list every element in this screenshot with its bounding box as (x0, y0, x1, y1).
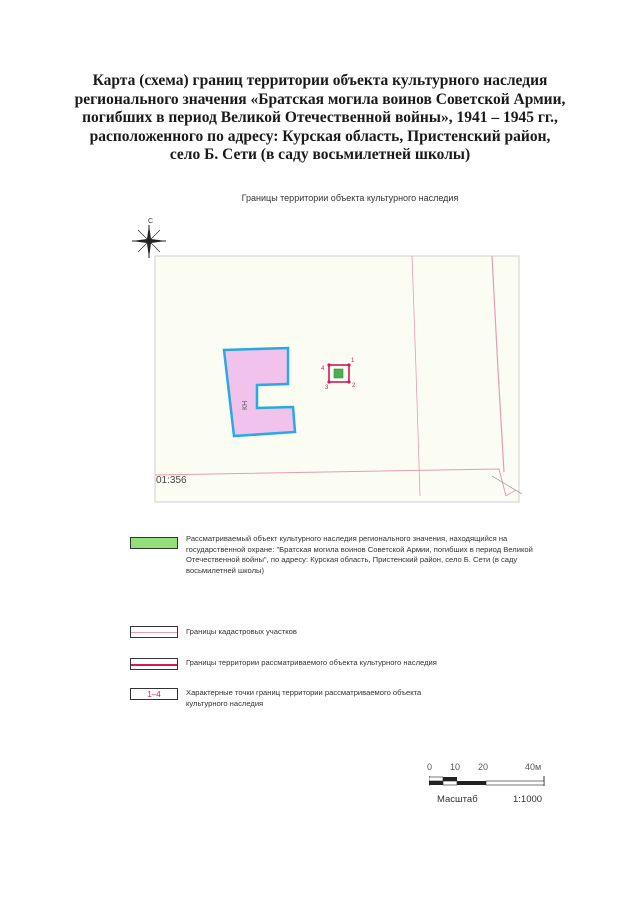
legend-swatch-points: 1–4 (130, 688, 178, 700)
boundary-point-label: 2 (352, 383, 356, 389)
title-line: Карта (схема) границ территории объекта культурного наследия (92, 72, 548, 89)
title-line: село Б. Сети (в саду восьмилетней школы) (169, 146, 471, 163)
scale-tick-label: 0 (427, 762, 433, 772)
scale-tick-label: 20 (478, 762, 489, 772)
scale-tick-label: 10 (450, 762, 461, 772)
legend-text: Рассматриваемый объект культурного наследия регионального значения, находящийся на государственной охране: "Братская могила воинов Советской Армии, погибших в период Великой Отечественной войны", по адресу: Курская область, Пристенский район, село Б. Сети (в саду восьмилетней школы) (186, 534, 533, 575)
title-line: погибших в период Великой Отечественной войны», 1941 – 1945 гг., (82, 109, 558, 126)
parcel-number: 01:356 (156, 475, 187, 486)
building-label: КН (242, 400, 249, 410)
map-background (155, 256, 519, 502)
title-line: расположенного по адресу: Курская область, Пристенский район, (89, 127, 551, 145)
legend-text: Границы кадастровых участков (186, 627, 297, 636)
boundary-point (327, 363, 330, 366)
document-title (60, 72, 580, 165)
legend-text: Характерные точки границ территории рассматриваемого объекта культурного наследия (186, 688, 422, 708)
legend-swatch-green (130, 537, 178, 549)
legend-swatch-red-line (130, 658, 178, 670)
compass-label: С (148, 218, 154, 225)
boundary-point-label: 1 (351, 358, 355, 364)
legend-text: Границы территории рассматриваемого объекта культурного наследия (186, 658, 437, 667)
boundary-point-label: 4 (321, 366, 325, 372)
scale-bar-graphic (429, 774, 549, 788)
title-line: регионального значения «Братская могила воинов Советской Армии, (74, 90, 566, 108)
boundary-point (327, 380, 330, 383)
legend-swatch-pink-line (130, 626, 178, 638)
boundary-point (347, 380, 350, 383)
cadastral-map (154, 250, 526, 508)
map-subtitle: Границы территории объекта культурного наследия (241, 193, 459, 203)
heritage-object (334, 369, 343, 378)
scale-ratio: 1:1000 (513, 794, 543, 805)
scale-tick-label: 40м (525, 762, 542, 772)
scale-label: Масштаб (437, 794, 478, 805)
boundary-point-label: 3 (325, 385, 329, 391)
